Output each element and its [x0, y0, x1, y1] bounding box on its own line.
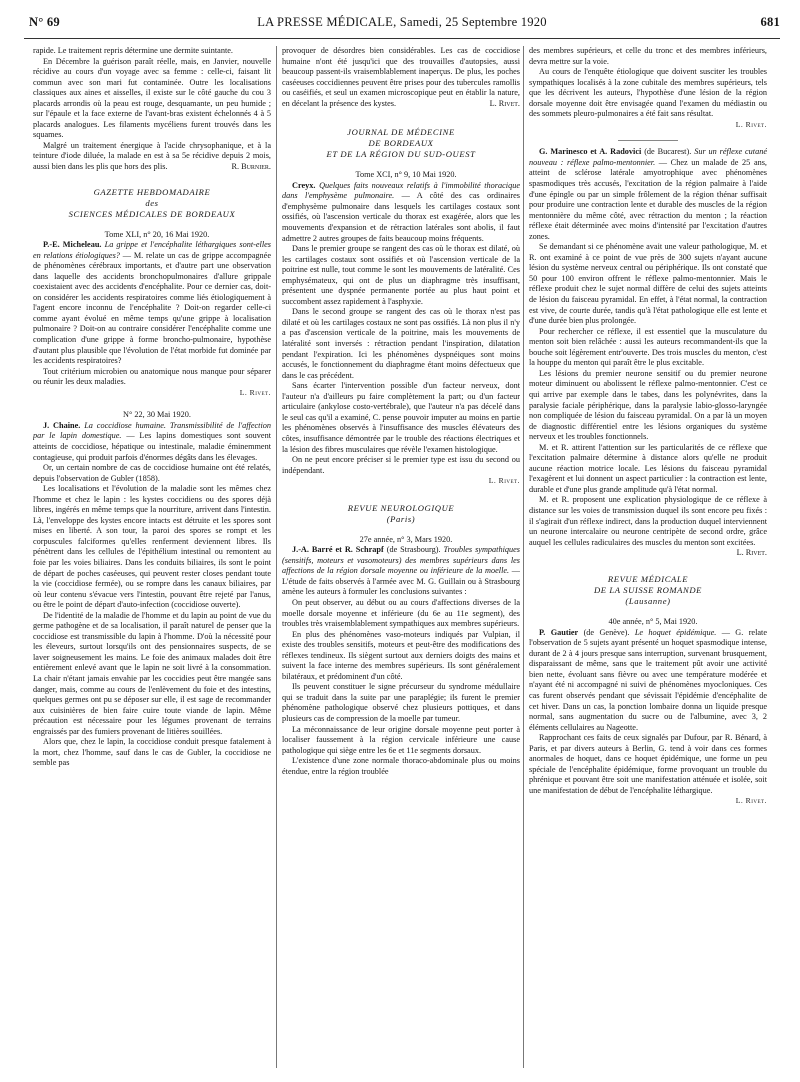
- signature: L. Rivet.: [488, 476, 520, 486]
- abstract: J.-A. Barré et R. Schrapf (de Strasbourg). Troubles sympathiques (sensitifs, moteurs et vasomoteurs) des membres supérieurs dans les affections de la région dorsale moyenne ou inférieure de la moelle. — L'étude de faits observés à l'armée avec M. G. Guillain ou à Strasbourg amène les auteurs à formuler les conclusions suivantes :: [282, 545, 520, 597]
- journal-title-line: DE LA SUISSE ROMANDE: [593, 585, 703, 596]
- paragraph: Sans écarter l'intervention possible d'un facteur nerveux, dont l'auteur n'a d'ailleurs pu faire complètement la part; ou d'un facteur articulaire (ankylose costo-vertébrale), que l'auteur n'a pas décelé dans le seul cas qu'il a examiné, C. pense pouvoir imputer au moins en partie les phénomènes observés à l'insuffisance des muscles élévateurs des côtes, insuffisance démontrée par le trouble des réactions électriques et la lésion des fibres musculaires que révèle l'examen histologique.: [282, 381, 520, 454]
- author: J.-A. Barré et R. Schrapf: [292, 545, 384, 555]
- abstract: P. Gautier (de Genève). Le hoquet épidémique. — G. relate l'observation de 5 sujets ayant présenté un hoquet spasmodique intense, durant de 2 à 4 jours presque sans interruption, survenant brusquement, disparaissant de même, sans que le traitement pût avoir une activité bien nette, évoluant sans fièvre ou avec une température modérée et n'ayant été ni accompagné ni suivi de phénomènes myocloniques. Ces cas furent observés pendant que sévissait l'épidémie d'encéphalite de cet hiver. Dans un cas, la ponction lombaire donna un liquide presque normal, sans augmentation du sucre ou de l'albumine, avec 3, 2 éléments cellulaires au Nageotte.: [529, 627, 767, 732]
- author-affiliation: (de Genève).: [583, 627, 630, 637]
- author: P. Gautier: [539, 627, 579, 637]
- column-divider: [523, 46, 524, 1068]
- journal-heading: [33, 187, 271, 220]
- journal-title-line: des: [145, 197, 159, 208]
- paragraph: Dans le second groupe se rangent des cas où le thorax n'est pas dilaté et où les cartilages costaux ne sont pas ossifiés. Là non plus il n'y a pas d'ascension verticale de la poitrine, mais les mouvements de latéralité sont inversés : rétraction pendant l'inspiration, dilatation pendant l'expiration. Ici les phénomènes dyspnéiques sont moins accusés, le fonctionnement du diaphragme étant moins défectueux que dans le cas précédent.: [282, 307, 520, 380]
- journal-heading: [529, 574, 767, 607]
- header-rule: [24, 38, 780, 39]
- signature: L. Rivet.: [735, 119, 767, 129]
- author-affiliation: (de Bucarest).: [644, 147, 692, 157]
- page-number: 681: [760, 15, 780, 29]
- column-3: [529, 46, 767, 1072]
- journal-title-line: (Lausanne): [625, 596, 671, 607]
- paragraph: Or, un certain nombre de cas de coccidiose humaine ont été relatés, depuis l'observation de Gubler (1858).: [33, 463, 271, 483]
- paragraph: De l'identité de la maladie de l'homme et du lapin au point de vue du germe pathogène et de sa localisation, il paraît naturel de penser que la coccidiose est transmissible du lapin à l'homme. D'où la nécessité pour les éleveurs, surtout lorsqu'ils ont des pensionnaires suspects, de se laver soigneusement les mains. Le foie des animaux malades doit être entièrement enlevé avant que le lapin ne soit livré à la consommation. La chair n'étant jamais envahie par les coccidies peut être mangée sans danger, mais, comme au cours de l'enlèvement du foie et des intestins, quelques germes ont pu se déposer sur elle, il est sage de recommander aux cuisinières de bien faire cuire toute viande de lapin. Même précaution est nécessaire pour les légumes provenant de terrains engraissés par des fumiers provenant de litières souillées.: [33, 610, 271, 736]
- running-header: [24, 15, 780, 33]
- paragraph: M. et R. proposent une explication physiologique de ce réflexe à distance sur les voies de transmission duquel ils sont encore peu fixés : il s'agirait d'un réflexe indirect, dans la production duquel interviennent un neurone intercalaire ou neurone centripète de second ordre, grâce auquel les cellules radiculaires des muscles du menton sont excitées. L. Rivet.: [529, 495, 767, 558]
- paragraph: Dans le premier groupe se rangent des cas où le thorax est dilaté, où les cartilages costaux sont ossifiés et où l'ascension verticale de la poitrine est nulle, tout comme le sont les mouvements de latéralité. Ces emphysémateux, qui ont de plus un diaphragme très insuffisant, présentent une dyspnée permanente portée au plus haut point et succombent assez rapidement à l'asphyxie.: [282, 244, 520, 306]
- issue-line: 40e année, n° 5, Mai 1920.: [608, 617, 698, 627]
- author: Creyx.: [292, 180, 316, 190]
- journal-title-line: ET DE LA RÉGION DU SUD-OUEST: [326, 149, 476, 160]
- article-title: La grippe et l'encéphalite léthargiques sont-elles en relations étiologiques?: [33, 240, 271, 260]
- journal-title-line: (Paris): [386, 513, 416, 524]
- paragraph: Rapprochant ces faits de ceux signalés par Dufour, par R. Bénard, à Paris, et par divers auteurs à Berlin, G. tend à voir dans ces formes anormales de hoquet, dans ce hoquet épidémique, une forme un peu spéciale de l'encéphalite épidémique, forme provoquant un trouble du phrénique et pouvant être soit une manifestation atténuée et isolée, soit une manifestation de début de l'encéphalite léthargique.: [529, 733, 767, 795]
- issue-line: N° 22, 30 Mai 1920.: [123, 410, 191, 420]
- article-title: Quelques faits nouveaux relatifs à l'immobilité thoracique dans l'emphysème pulmonaire.: [282, 180, 520, 201]
- paragraph: des membres supérieurs, et celle du tronc et des membres inférieurs, devra mettre sur la voie.: [529, 46, 767, 66]
- article-title: La coccidiose humaine. Transmissibilité de l'affection par le lapin domestique.: [33, 420, 271, 441]
- issue-line: 27e année, n° 3, Mars 1920.: [359, 534, 453, 544]
- paragraph: La méconnaissance de leur origine dorsale moyenne peut porter à localiser faussement à la région cervicale inférieure une cause pathologique qui siège entre les 6e et 11e segments dorsaux.: [282, 724, 520, 755]
- paragraph: Les localisations et l'évolution de la maladie sont les mêmes chez l'homme et chez le lapin : les kystes coccidiens ou des spores déjà libres, ingérés en même temps que la nourriture, arrivent dans l'intestin. Là, l'enveloppe des kystes encore intacts est détruite et les spores sont mises en liberté. A son tour, la paroi des spores se rompt et les corpuscules falciformes qu'elles renferment deviennent libres. Ils pénètrent dans les cellules de l'épithélium intestinal ou remontent au foie par les voies biliaires. Dans les conduits biliaires, ils sont le point de départ de poches caséeuses, qui peuvent rester closes pendant toute la vie (coccidiose fermée), ou se rompre dans les canaux biliaires, par où leur contenu s'évacue vers l'intestin, pouvant être rejeté par l'anus, ou être le point de départ d'auto-infection (coccidiose ouverte).: [33, 484, 271, 610]
- column-2: [282, 46, 520, 1072]
- paragraph: On ne peut encore préciser si le premier type est issu du second ou indépendant.: [282, 455, 520, 475]
- issue-number: N° 69: [29, 15, 60, 29]
- journal-title-line: SCIENCES MÉDICALES DE BORDEAUX: [68, 208, 236, 219]
- author: J. Chaine.: [43, 420, 81, 430]
- abstract: J. Chaine. La coccidiose humaine. Transmissibilité de l'affection par le lapin domestique. — Les lapins domestiques sont souvent atteints de coccidiose, hépatique ou intestinale, maladie éminemment contagieuse, qui produit parfois d'énormes dégâts dans les élevages.: [33, 420, 271, 462]
- signature: L. Rivet.: [489, 98, 520, 108]
- journal-title-line: DE BORDEAUX: [368, 138, 434, 149]
- issue-line: Tome XLI, n° 20, 16 Mai 1920.: [104, 229, 210, 239]
- paragraph: M. et R. attirent l'attention sur les particularités de ce réflexe que l'excitation palmaire détermine à distance alors qu'elle ne produit aucune réaction motrice locale. Les lésions du faisceau pyramidal l'exagèrent et lui donnent un aspect particulier : la contraction est lente, durable et d'une plus grande amplitude qu'à l'état normal.: [529, 442, 767, 494]
- abstract: Creyx. Quelques faits nouveaux relatifs à l'immobilité thoracique dans l'emphysème pulmonaire. — A côté des cas ordinaires d'emphysème pulmonaire dans lesquels les cartilages costaux sont ossifiés, où l'ascension verticale du thorax est exagérée, alors que les mouvements d'expansion et de rétraction latérales sont abolis, il faut admettre 2 autres groupes de faits beaucoup moins fréquents.: [282, 180, 520, 243]
- journal-title-line: REVUE MÉDICALE: [607, 574, 689, 585]
- paragraph: rapide. Le traitement repris détermine une dermite suintante.: [33, 46, 233, 55]
- author-affiliation: (de Strasbourg).: [386, 545, 441, 555]
- journal-heading: [282, 127, 520, 160]
- paragraph: L'existence d'une zone normale thoraco-abdominale plus ou moins étendue, entre la région troublée: [282, 756, 520, 776]
- author: G. Marinesco et A. Radovici: [539, 147, 642, 157]
- paragraph: En Décembre la guérison paraît réelle, mais, en Janvier, nouvelle récidive au cours d'un voyage avec sa femme : celle-ci, faisant lit commun avec son mari fut contaminée. Outre les localisations classiques aux aines et aisselles, il existe sur le côté gauche du cou 3 placards arrondis où la peau est rouge, desquamante, un peu humide ; sur l'épaule et la face externe de l'avant-bras existent échelonnés 4 à 5 placards analogues. Les filaments mycéliens furent trouvés dans les squames.: [33, 56, 271, 140]
- paragraph: Ils peuvent constituer le signe précurseur du syndrome médullaire qui se traduit dans la suite par une paraplégie; ils furent le premier phénomène pathologique observé chez plusieurs pottiques, et dans plusieurs cas de compression de la moelle par tumeur.: [282, 682, 520, 723]
- paragraph: Au cours de l'enquête étiologique que doivent susciter les troubles sympathiques localisés à la zone cubitale des membres supérieurs, tels que les décrivent les auteurs, l'hypothèse d'une lésion de la région dorsale moyenne doit être envisagée quand l'examen du médiastin ou des sommets pleuro-pulmonaires a été fait sans résultat.: [529, 67, 767, 119]
- paragraph: On peut observer, au début ou au cours d'affections diverses de la moelle dorsale moyenne et inférieure (du 6e au 11e segment), des troubles très vraisemblablement sympathiques aux membres supérieurs.: [282, 597, 520, 629]
- column-1: [33, 46, 271, 1072]
- paragraph: Alors que, chez le lapin, la coccidiose conduit presque fatalement à la mort, chez l'homme, sauf dans le cas de Gubler, la coccidiose ne semble pas: [33, 737, 271, 768]
- paragraph: En plus des phénomènes vaso-moteurs indiqués par Vulpian, il existe des troubles sensitifs, moteurs et peut-être des modifications des réflexes tendineux. Ils siègent surtout aux derniers doigts des mains et suivent la face interne des membres supérieurs. Ils sont généralement bilatéraux, et prédominent d'un côté.: [282, 629, 520, 681]
- separator-rule: [618, 140, 678, 141]
- paragraph: Pour rechercher ce réflexe, il est essentiel que la musculature du menton soit bien relâchée : aussi les auteurs recommandent-ils que la bouche soit légèrement entr'ouverte. Des trois muscles du menton, c'est la houppe du menton qui paraît être le plus excitable.: [529, 326, 767, 368]
- journal-title-line: JOURNAL DE MÉDECINE: [347, 127, 455, 138]
- signature: L. Rivet.: [735, 796, 767, 806]
- paragraph: Tout critérium microbien ou anatomique nous manque pour séparer ou réunir les deux maladies.: [33, 366, 271, 387]
- column-divider: [276, 46, 277, 1068]
- article-title: Sur un réflexe cutané nouveau : réflexe palmo-mentonnier.: [529, 147, 767, 167]
- paragraph: provoquer de désordres bien considérables. Les cas de coccidiose humaine n'ont été jusqu'ici que des trouvailles d'autopsies, aussi beaucoup passent-ils vraisemblablement inaperçus. De plus, les poches caséeuses coccidiennes peuvent être prises pour des tubercules ramollis ou caséifiés, et seul un examen microscopique peut en établir la nature, en décelant la présence des kystes. L. Rivet.: [282, 46, 520, 108]
- journal-heading: [282, 503, 520, 525]
- running-title: LA PRESSE MÉDICALE, Samedi, 25 Septembre 1920: [257, 15, 547, 29]
- abstract: G. Marinesco et A. Radovici (de Bucarest). Sur un réflexe cutané nouveau : réflexe palmo-mentonnier. — Chez un malade de 25 ans, atteint de sclérose latérale amyotrophique avec phénomènes spasmodiques très accusés, l'excitation de la région palmaire à l'aide d'une épingle ou par un simple frôlement de la région thénar suffisait pour produire une contraction lente et durable des muscles de la région mentonnière du même côté, avec rétraction du menton ; la réaction réflexe était déterminée avec moins d'intensité par l'excitation d'autres zones.: [529, 147, 767, 241]
- abstract: P.-E. Micheleau. La grippe et l'encéphalite léthargiques sont-elles en relations étiologiques? — M. relate un cas de grippe accompagnée de phénomènes cérébraux importants, et d'autre part une observation dans laquelle des accidents bronchopulmonaires d'allure grippale coexistaient avec des accidents d'encéphalite. Pour ce dernier cas, doit-on considérer les accidents respiratoires comme liés étiologiquement à l'agent encore inconnu de l'encéphalite ? Doit-on regarder celle-ci comme ayant évolué en même temps qu'une grippe à localisation pulmonaire ? Doit-on au contraire considérer l'encéphalite comme une complication d'une grippe à forme broncho-pulmonaire, hypothèse d'autant plus plausible que l'évolution de l'état morbide fut dominée par les accidents respiratoires?: [33, 240, 271, 366]
- journal-title-line: GAZETTE HEBDOMADAIRE: [93, 186, 211, 197]
- issue-line: Tome XCI, n° 9, 10 Mai 1920.: [355, 170, 457, 180]
- paragraph: Se demandant si ce phénomène avait une valeur pathologique, M. et R. ont examiné à ce point de vue près de 300 sujets n'ayant aucune lésion du système nerveux central ou périphérique. Ils ont constaté que 50 pour 100 environ offrent le réflexe palmo-mentonnier. Mais le réflexe produit chez le sujet normal diffère de celui des sujets atteints de lésion du faisceau pyramidal. En effet, à l'état normal, la contraction est vive, de courte durée, tandis qu'à l'état pathologique elle est lente et d'une durée bien plus prolongée.: [529, 242, 767, 326]
- paragraph: Les lésions du premier neurone sensitif ou du premier neurone moteur diminuent ou abolissent le réflexe palmo-mentonnier. C'est ce qui arrive par exemple dans le tabes, dans les polynévrites, dans la paralysie faciale périphérique, dans la paralysie labio-glosso-laryngée non compliquée de lésion du faisceau pyramidal. On a par là un moyen de diagnostic différentiel entre les lésions organiques du système nerveux et les troubles fonctionnels.: [529, 368, 767, 442]
- author: P.-E. Micheleau.: [43, 240, 102, 250]
- signature: R. Burnier.: [231, 162, 271, 172]
- article-title: Troubles sympathiques (sensitifs, moteurs et vasomoteurs) des membres supérieurs dans les affections de la région dorsale moyenne ou inférieure de la moelle.: [282, 545, 520, 576]
- journal-title-line: REVUE NEUROLOGIQUE: [347, 502, 455, 513]
- article-title: Le hoquet épidémique.: [634, 627, 717, 637]
- paragraph: Malgré un traitement énergique à l'acide chrysophanique, et à la teinture d'iode diluée, la malade en est à sa 5e récidive depuis 2 mois, aussi bien dans les plis que hors des plis. R. Burnier.: [33, 140, 271, 172]
- signature: L. Rivet.: [239, 387, 271, 397]
- signature: L. Rivet.: [736, 548, 767, 558]
